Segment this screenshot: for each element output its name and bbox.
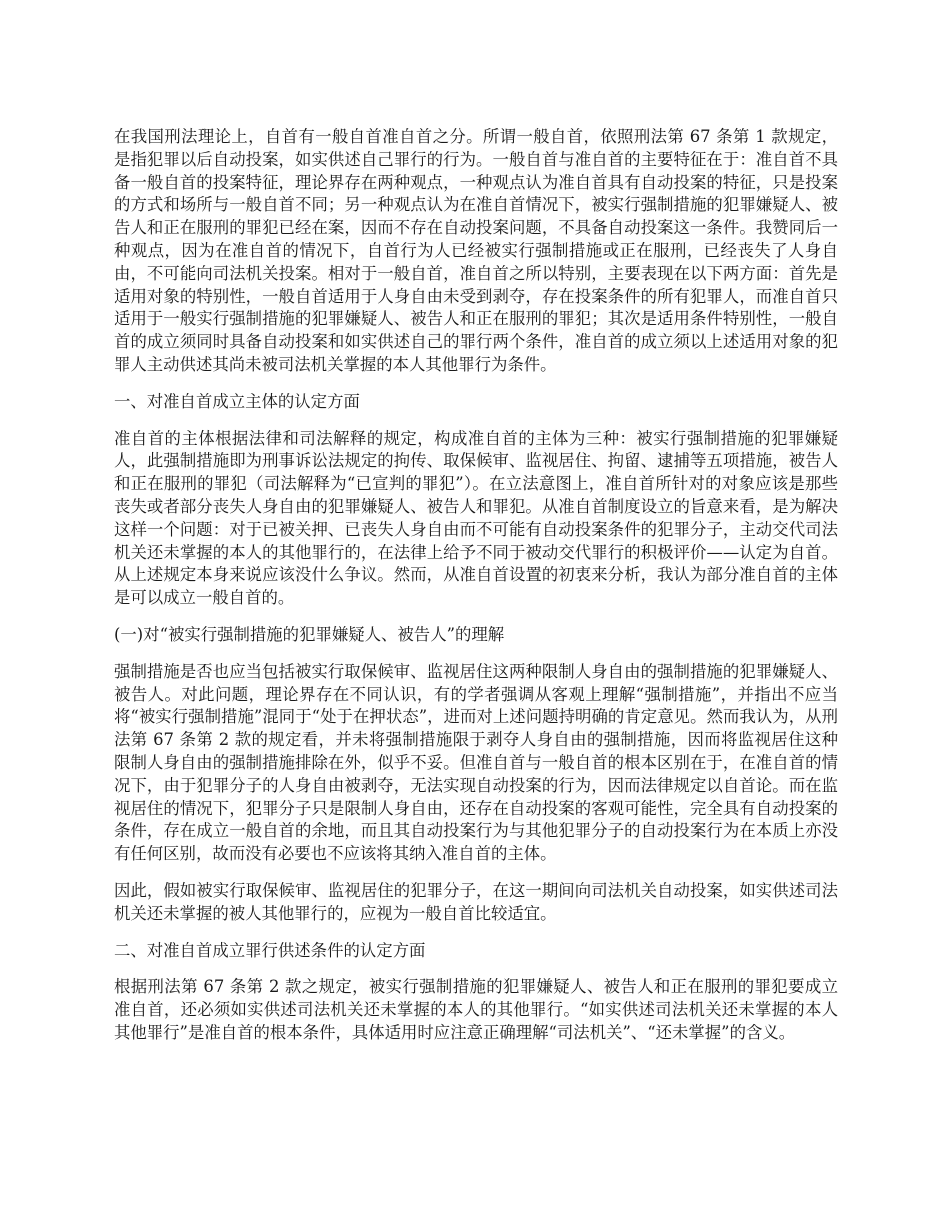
conclusion-paragraph: 因此，假如被实行取保候审、监视居住的犯罪分子，在这一期间向司法机关自动投案，如实供述司法机关还未掌握的被人其他罪行的，应视为一般自首比较适宜。 bbox=[114, 880, 838, 923]
section-1-paragraph: 准自首的主体根据法律和司法解释的规定，构成准自首的主体为三种：被实行强制措施的犯罪嫌疑人，此强制措施即为刑事诉讼法规定的拘传、取保候审、监视居住、拘留、逮捕等五项措施，被告人和正在服刑的罪犯（司法解释为“已宣判的罪犯”）。在立法意图上，准自首所针对的对象应该是那些丧失或者部分丧失人身自由的犯罪嫌疑人、被告人和罪犯。从准自首制度设立的旨意来看，是为解决这样一个问题：对于已被关押、已丧失人身自由而不可能有自动投案条件的犯罪分子，主动交代司法机关还未掌握的本人的其他罪行的，在法律上给予不同于被动交代罪行的积极评价——认定为自首。从上述规定本身来说应该没什么争议。然而，从准自首设置的初衷来分析，我认为部分准自首的主体是可以成立一般自首的。 bbox=[114, 428, 838, 608]
section-2-paragraph: 根据刑法第 67 条第 2 款之规定，被实行强制措施的犯罪嫌疑人、被告人和正在服刑的罪犯要成立准自首，还必须如实供述司法机关还未掌握的本人的其他罪行。“如实供述司法机关还未掌握的本人其他罪行”是准自首的根本条件，具体适用时应注意正确理解“司法机关”、“还未掌握”的含义。 bbox=[114, 977, 838, 1042]
subsection-heading-1: (一)对“被实行强制措施的犯罪嫌疑人、被告人”的理解 bbox=[114, 624, 505, 644]
subsection-1-paragraph: 强制措施是否也应当包括被实行取保候审、监视居住这两种限制人身自由的强制措施的犯罪嫌疑人、被告人。对此问题，理论界存在不同认识，有的学者强调从客观上理解“强制措施”，并指出不应当将“被实行强制措施”混同于“处于在押状态”，进而对上述问题持明确的肯定意见。然而我认为，从刑法第 67 条第 2 款的规定看，并未将强制措施限于剥夺人身自由的强制措施，因而将监视居住这种限制人身自由的强制措施排除在外，似乎不妥。但准自首与一般自首的根本区别在于，在准自首的情况下，由于犯罪分子的人身自由被剥夺，无法实现自动投案的行为，因而法律规定以自首论。而在监视居住的情况下，犯罪分子只是限制人身自由，还存在自动投案的客观可能性，完全具有自动投案的条件，存在成立一般自首的余地，而且其自动投案行为与其他犯罪分子的自动投案行为在本质上亦没有任何区别，故而没有必要也不应该将其纳入准自首的主体。 bbox=[114, 661, 838, 864]
section-heading-2: 二、对准自首成立罪行供述条件的认定方面 bbox=[114, 940, 426, 960]
section-heading-1: 一、对准自首成立主体的认定方面 bbox=[114, 391, 360, 411]
document-body bbox=[114, 126, 838, 1059]
intro-paragraph: 在我国刑法理论上，自首有一般自首准自首之分。所谓一般自首，依照刑法第 67 条第 1 款规定，是指犯罪以后自动投案，如实供述自己罪行的行为。一般自首与准自首的主要特征在于：准自首不具备一般自首的投案特征，理论界存在两种观点，一种观点认为准自首具有自动投案的特征，只是投案的方式和场所与一般自首不同；另一种观点认为在准自首情况下，被实行强制措施的犯罪嫌疑人、被告人和正在服刑的罪犯已经在案，因而不存在自动投案问题，不具备自动投案这一条件。我赞同后一种观点，因为在准自首的情况下，自首行为人已经被实行强制措施或正在服刑，已经丧失了人身自由，不可能向司法机关投案。相对于一般自首，准自首之所以特别，主要表现在以下两方面：首先是适用对象的特别性，一般自首适用于人身自由未受到剥夺，存在投案条件的所有犯罪人，而准自首只适用于一般实行强制措施的犯罪嫌疑人、被告人和正在服刑的罪犯；其次是适用条件特别性，一般自首的成立须同时具备自动投案和如实供述自己的罪行两个条件，准自首的成立须以上述适用对象的犯罪人主动供述其尚未被司法机关掌握的本人其他罪行为条件。 bbox=[114, 127, 838, 374]
